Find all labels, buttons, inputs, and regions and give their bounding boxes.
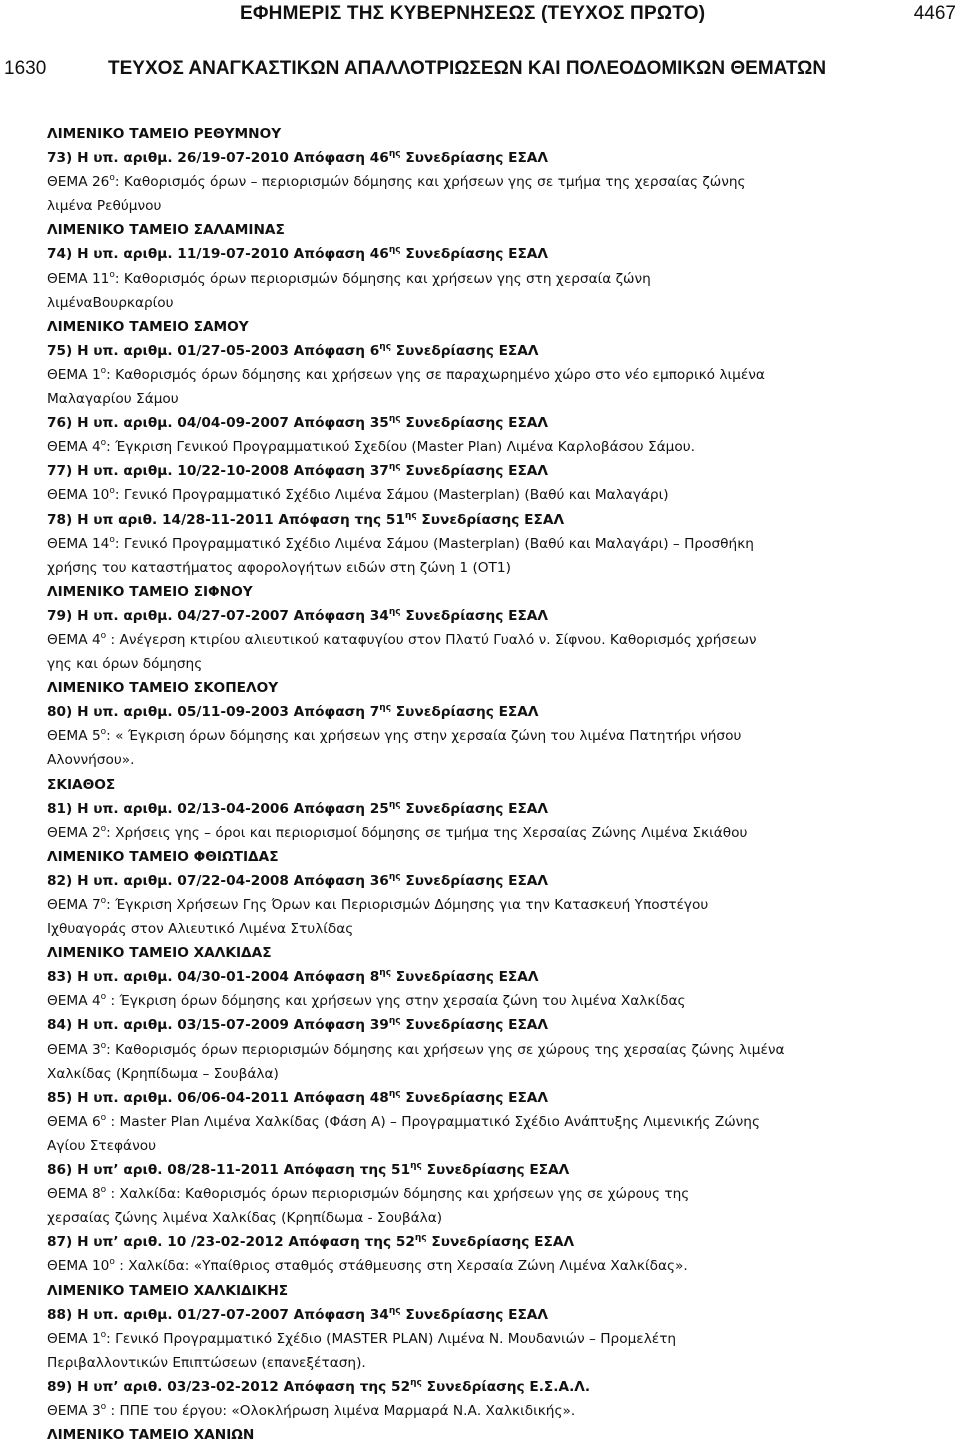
text-line — [47, 387, 905, 411]
ordinal-superscript: ης — [388, 149, 401, 160]
text-line — [47, 1327, 905, 1351]
line-text-rest: Συνεδρίασης ΕΣΑΛ — [426, 1234, 575, 1251]
line-text: ΛΙΜΕΝΙΚΟ ΤΑΜΕΙΟ ΣΑΛΑΜΙΝΑΣ — [47, 222, 285, 239]
line-text-rest: Συνεδρίασης ΕΣΑΛ — [416, 511, 565, 528]
text-line — [47, 748, 905, 772]
ordinal-superscript: ης — [379, 968, 392, 979]
text-line — [47, 170, 905, 194]
line-text: λιμένα Ρεθύμνου — [47, 198, 162, 215]
line-text: ΘΕΜΑ 5 — [47, 728, 101, 745]
line-text: 77) Η υπ. αριθμ. 10/22-10-2008 Απόφαση 37 — [47, 463, 389, 480]
heading-line — [47, 122, 905, 146]
ordinal-superscript: ης — [379, 703, 392, 714]
text-line — [47, 1399, 905, 1423]
heading-line — [47, 146, 905, 170]
text-line — [47, 1254, 905, 1278]
line-text: ΘΕΜΑ 4 — [47, 631, 101, 648]
line-text: ΘΕΜΑ 11 — [47, 270, 110, 287]
line-text: 82) Η υπ. αριθμ. 07/22-04-2008 Απόφαση 36 — [47, 872, 389, 889]
ordinal-superscript: ο — [109, 269, 115, 280]
ordinal-superscript: ης — [388, 245, 401, 256]
text-line — [47, 917, 905, 941]
line-text-rest: : Έγκριση Χρήσεων Γης Όρων και Περιορισμών Δόμησης για την Κατασκευή Υποστέγου — [106, 897, 709, 913]
text-line — [47, 483, 905, 507]
heading-line — [47, 604, 905, 628]
heading-line — [47, 845, 905, 869]
line-text: 83) Η υπ. αριθμ. 04/30-01-2004 Απόφαση 8 — [47, 969, 380, 986]
line-text: 89) Η υπ’ αριθ. 03/23-02-2012 Απόφαση της 52 — [47, 1378, 411, 1395]
text-line — [47, 652, 905, 676]
ordinal-superscript: ο — [109, 486, 115, 497]
page-number-left: 1630 — [4, 58, 47, 79]
line-text: ΛΙΜΕΝΙΚΟ ΤΑΜΕΙΟ ΣΑΜΟΥ — [47, 318, 249, 335]
heading-line — [47, 965, 905, 989]
line-text: Αλοννήσου». — [47, 752, 135, 769]
text-line — [47, 1351, 905, 1375]
line-text-rest: Συνεδρίασης ΕΣΑΛ — [400, 463, 548, 480]
ordinal-superscript: ης — [404, 510, 417, 521]
text-line — [47, 1182, 905, 1206]
page-header — [0, 0, 960, 30]
ordinal-superscript: ο — [100, 438, 107, 449]
line-text-rest: : Καθορισμός όρων περιορισμών δόμησης και χρήσεων γης σε χώρους της χερσαίας ζώνης λιμένα — [106, 1041, 785, 1058]
line-text: 81) Η υπ. αριθμ. 02/13-04-2006 Απόφαση 25 — [47, 800, 389, 817]
text-line — [47, 821, 905, 845]
ordinal-superscript: ης — [388, 1088, 401, 1099]
ordinal-superscript: ο — [100, 992, 107, 1003]
line-text-rest: : ΠΠΕ του έργου: «Ολοκλήρωση λιμένα Μαρμαρά Ν.Α. Χαλκιδικής». — [106, 1402, 576, 1419]
line-text-rest: : Καθορισμός όρων περιορισμών δόμησης και χρήσεων γης στη χερσαία ζώνη — [114, 270, 651, 287]
issue-title: ΤΕΥΧΟΣ ΑΝΑΓΚΑΣΤΙΚΩΝ ΑΠΑΛΛΟΤΡΙΩΣΕΩΝ ΚΑΙ ΠΟΛΕΟΔΟΜΙΚΩΝ ΘΕΜΑΤΩΝ — [108, 58, 827, 79]
heading-line — [47, 580, 905, 604]
text-line — [47, 989, 905, 1013]
ordinal-superscript: ης — [410, 1377, 422, 1388]
heading-line — [47, 797, 905, 821]
line-text-rest: Συνεδρίασης ΕΣΑΛ — [421, 1162, 570, 1179]
line-text: ΘΕΜΑ 1 — [47, 1330, 101, 1347]
ordinal-superscript: ης — [414, 1233, 427, 1244]
heading-line — [47, 315, 905, 339]
heading-line — [47, 1279, 905, 1303]
line-text: ΛΙΜΕΝΙΚΟ ΤΑΜΕΙΟ ΡΕΘΥΜΝΟΥ — [47, 126, 282, 142]
text-line — [47, 1038, 905, 1062]
heading-line — [47, 508, 905, 532]
text-line — [47, 194, 905, 218]
ordinal-superscript: ο — [100, 1401, 107, 1412]
text-line — [47, 628, 905, 652]
ordinal-superscript: ης — [388, 871, 401, 882]
line-text: ΘΕΜΑ 6 — [47, 1113, 101, 1130]
text-line — [47, 724, 905, 748]
heading-line — [47, 1303, 905, 1327]
line-text: 88) Η υπ. αριθμ. 01/27-07-2007 Απόφαση 34 — [47, 1306, 389, 1323]
line-text-rest: Συνεδρίασης ΕΣΑΛ — [391, 704, 539, 721]
line-text-rest: Συνεδρίασης ΕΣΑΛ — [400, 1306, 548, 1323]
line-text-rest: Συνεδρίασης ΕΣΑΛ — [400, 1089, 548, 1106]
heading-line — [47, 411, 905, 435]
heading-line — [47, 700, 905, 724]
heading-line — [47, 676, 905, 700]
line-text: ΘΕΜΑ 7 — [47, 897, 101, 913]
ordinal-superscript: ο — [100, 630, 107, 641]
heading-line — [47, 941, 905, 965]
ordinal-superscript: ο — [100, 365, 107, 376]
line-text: Περιβαλλοντικών Επιπτώσεων (επανεξέταση). — [47, 1354, 366, 1371]
line-text-rest: : Γενικό Προγραμματικό Σχέδιο Λιμένα Σάμου (Masterplan) (Βαθύ και Μαλαγάρι) – Προσθήκη — [114, 535, 754, 552]
line-text: 74) Η υπ. αριθμ. 11/19-07-2010 Απόφαση 46 — [47, 246, 389, 263]
ordinal-superscript: ης — [388, 1305, 401, 1316]
line-text: ΛΙΜΕΝΙΚΟ ΤΑΜΕΙΟ ΣΙΦΝΟΥ — [47, 583, 253, 600]
line-text-rest: : Master Plan Λιμένα Χαλκίδας (Φάση Α) – Προγραμματικό Σχέδιο Ανάπτυξης Λιμενικής Ζώνης — [106, 1113, 761, 1130]
line-text: ΘΕΜΑ 10 — [47, 487, 110, 504]
line-text: 85) Η υπ. αριθμ. 06/06-04-2011 Απόφαση 48 — [47, 1089, 389, 1106]
line-text-rest: : Χρήσεις γης – όροι και περιορισμοί δόμησης σε τμήμα της Χερσαίας Ζώνης Λιμένα Σκιάθου — [106, 824, 748, 841]
line-text-rest: : Χαλκίδα: Καθορισμός όρων περιορισμών δόμησης και χρήσεων γης σε χώρους της — [106, 1186, 690, 1203]
ordinal-superscript: ης — [388, 799, 401, 810]
line-text: ΘΕΜΑ 4 — [47, 993, 101, 1010]
ordinal-superscript: ης — [388, 1016, 401, 1027]
line-text: 73) Η υπ. αριθμ. 26/19-07-2010 Απόφαση 46 — [47, 150, 389, 167]
line-text-rest: Συνεδρίασης ΕΣΑΛ — [400, 607, 548, 624]
issue-header — [0, 58, 960, 88]
ordinal-superscript: ης — [388, 606, 401, 617]
line-text-rest: : Καθορισμός όρων δόμησης και χρήσεων γης σε παραχωρημένο χώρο στο νέο εμπορικό λιμένα — [106, 366, 765, 383]
heading-line — [47, 1158, 905, 1182]
ordinal-superscript: ης — [410, 1161, 422, 1172]
ordinal-superscript: ο — [100, 1185, 107, 1196]
line-text: ΘΕΜΑ 14 — [47, 535, 110, 552]
heading-line — [47, 1013, 905, 1037]
line-text: Χαλκίδας (Κρηπίδωμα – Σουβάλα) — [47, 1065, 279, 1082]
heading-line — [47, 1423, 905, 1447]
ordinal-superscript: ο — [100, 727, 107, 738]
ordinal-superscript: ης — [379, 341, 392, 352]
line-text: Ιχθυαγοράς στον Αλιευτικό Λιμένα Στυλίδας — [47, 921, 354, 938]
line-text-rest: Συνεδρίασης ΕΣΑΛ — [391, 969, 539, 986]
line-text-rest: : « Έγκριση όρων δόμησης και χρήσεων γης στην χερσαία ζώνη του λιμένα Πατητήρι νήσου — [106, 728, 742, 745]
page-number-right: 4467 — [913, 3, 956, 24]
heading-line — [47, 773, 905, 797]
line-text-rest: : Έγκριση Γενικού Προγραμματικού Σχεδίου (Master Plan) Λιμένα Καρλοβάσου Σάμου. — [106, 439, 695, 456]
line-text-rest: : Ανέγερση κτιρίου αλιευτικού καταφυγίου στον Πλατύ Γυαλό ν. Σίφνου. Καθορισμός χρήσεων — [106, 631, 757, 648]
text-line — [47, 1062, 905, 1086]
text-line — [47, 556, 905, 580]
text-line — [47, 435, 905, 459]
line-text: ΘΕΜΑ 8 — [47, 1186, 101, 1203]
heading-line — [47, 242, 905, 266]
heading-line — [47, 1086, 905, 1110]
line-text: 87) Η υπ’ αριθ. 10 /23-02-2012 Απόφαση της 52 — [47, 1234, 415, 1251]
ordinal-superscript: ης — [388, 462, 401, 473]
line-text: ΛΙΜΕΝΙΚΟ ΤΑΜΕΙΟ ΦΘΙΩΤΙΔΑΣ — [47, 848, 279, 865]
line-text: 86) Η υπ’ αριθ. 08/28-11-2011 Απόφαση της 51 — [47, 1162, 411, 1179]
text-line — [47, 893, 905, 917]
line-text: ΛΙΜΕΝΙΚΟ ΤΑΜΕΙΟ ΧΑΛΚΙΔΙΚΗΣ — [47, 1282, 289, 1299]
text-line — [47, 532, 905, 556]
line-text: ΘΕΜΑ 1 — [47, 366, 101, 383]
line-text: ΘΕΜΑ 3 — [47, 1402, 101, 1419]
text-line — [47, 291, 905, 315]
text-line — [47, 1206, 905, 1230]
text-line — [47, 363, 905, 387]
ordinal-superscript: ο — [100, 1329, 107, 1340]
ordinal-superscript: ο — [100, 1112, 107, 1123]
line-text: 79) Η υπ. αριθμ. 04/27-07-2007 Απόφαση 34 — [47, 607, 389, 624]
line-text-rest: Συνεδρίασης ΕΣΑΛ — [400, 800, 548, 817]
line-text: 75) Η υπ. αριθμ. 01/27-05-2003 Απόφαση 6 — [47, 342, 380, 359]
heading-line — [47, 869, 905, 893]
line-text-rest: : Έγκριση όρων δόμησης και χρήσεων γης στην χερσαία ζώνη του λιμένα Χαλκίδας — [106, 993, 686, 1010]
line-text-rest: Συνεδρίασης Ε.Σ.Α.Λ. — [421, 1378, 591, 1395]
line-text: ΘΕΜΑ 26 — [47, 174, 110, 191]
text-line — [47, 267, 905, 291]
ordinal-superscript: ο — [100, 1040, 107, 1051]
line-text: Μαλαγαρίου Σάμου — [47, 391, 179, 408]
line-text: ΘΕΜΑ 4 — [47, 439, 101, 456]
heading-line — [47, 459, 905, 483]
heading-line — [47, 218, 905, 242]
line-text: 78) Η υπ αριθ. 14/28-11-2011 Απόφαση της 51 — [47, 511, 405, 528]
line-text: ΣΚΙΑΘΟΣ — [47, 776, 116, 793]
line-text-rest: Συνεδρίασης ΕΣΑΛ — [400, 415, 548, 432]
line-text: ΘΕΜΑ 2 — [47, 824, 101, 841]
line-text: 76) Η υπ. αριθμ. 04/04-09-2007 Απόφαση 35 — [47, 415, 389, 432]
line-text: 84) Η υπ. αριθμ. 03/15-07-2009 Απόφαση 39 — [47, 1017, 389, 1034]
line-text-rest: Συνεδρίασης ΕΣΑΛ — [400, 150, 548, 167]
line-text: χερσαίας ζώνης λιμένα Χαλκίδας (Κρηπίδωμα - Σουβάλα) — [47, 1210, 443, 1227]
document-body — [47, 122, 905, 1447]
heading-line — [47, 339, 905, 363]
line-text-rest: : Καθορισμός όρων – περιορισμών δόμησης και χρήσεων γης σε τμήμα της χερσαίας ζώνης — [114, 174, 746, 191]
text-line — [47, 1110, 905, 1134]
text-line — [47, 1134, 905, 1158]
line-text: ΛΙΜΕΝΙΚΟ ΤΑΜΕΙΟ ΧΑΝΙΩΝ — [47, 1427, 255, 1444]
line-text-rest: Συνεδρίασης ΕΣΑΛ — [400, 872, 548, 889]
line-text-rest: Συνεδρίασης ΕΣΑΛ — [400, 1017, 548, 1034]
line-text: γης και όρων δόμησης — [47, 656, 203, 673]
line-text: ΘΕΜΑ 10 — [47, 1258, 110, 1275]
line-text-rest: : Γενικό Προγραμματικό Σχέδιο (MASTER PLAN) Λιμένα Ν. Μουδανιών – Προμελέτη — [106, 1330, 677, 1347]
line-text-rest: Συνεδρίασης ΕΣΑΛ — [400, 246, 548, 263]
ordinal-superscript: ο — [100, 896, 107, 906]
line-text: ΛΙΜΕΝΙΚΟ ΤΑΜΕΙΟ ΧΑΛΚΙΔΑΣ — [47, 945, 272, 962]
line-text: ΛΙΜΕΝΙΚΟ ΤΑΜΕΙΟ ΣΚΟΠΕΛΟΥ — [47, 680, 279, 697]
line-text-rest: Συνεδρίασης ΕΣΑΛ — [391, 342, 539, 359]
heading-line — [47, 1375, 905, 1399]
ordinal-superscript: ο — [100, 823, 107, 834]
ordinal-superscript: ο — [109, 1257, 115, 1268]
gazette-title: ΕΦΗΜΕΡΙΣ ΤΗΣ ΚΥΒΕΡΝΗΣΕΩΣ (ΤΕΥΧΟΣ ΠΡΩΤΟ) — [240, 3, 706, 24]
line-text-rest: : Γενικό Προγραμματικό Σχέδιο Λιμένα Σάμου (Masterplan) (Βαθύ και Μαλαγάρι) — [114, 487, 669, 504]
line-text: χρήσης του καταστήματος αφορολογήτων ειδών στη ζώνη 1 (ΟΤ1) — [47, 559, 511, 576]
line-text-rest: : Χαλκίδα: «Υπαίθριος σταθμός στάθμευσης στη Χερσαία Ζώνη Λιμένα Χαλκίδας». — [114, 1258, 688, 1275]
heading-line — [47, 1230, 905, 1254]
line-text: 80) Η υπ. αριθμ. 05/11-09-2003 Απόφαση 7 — [47, 704, 380, 721]
ordinal-superscript: ο — [109, 534, 115, 545]
line-text: ΘΕΜΑ 3 — [47, 1041, 101, 1058]
line-text: λιμέναΒουρκαρίου — [47, 294, 174, 311]
ordinal-superscript: ης — [388, 414, 401, 425]
line-text: Αγίου Στεφάνου — [47, 1137, 157, 1154]
ordinal-superscript: ο — [109, 173, 115, 184]
